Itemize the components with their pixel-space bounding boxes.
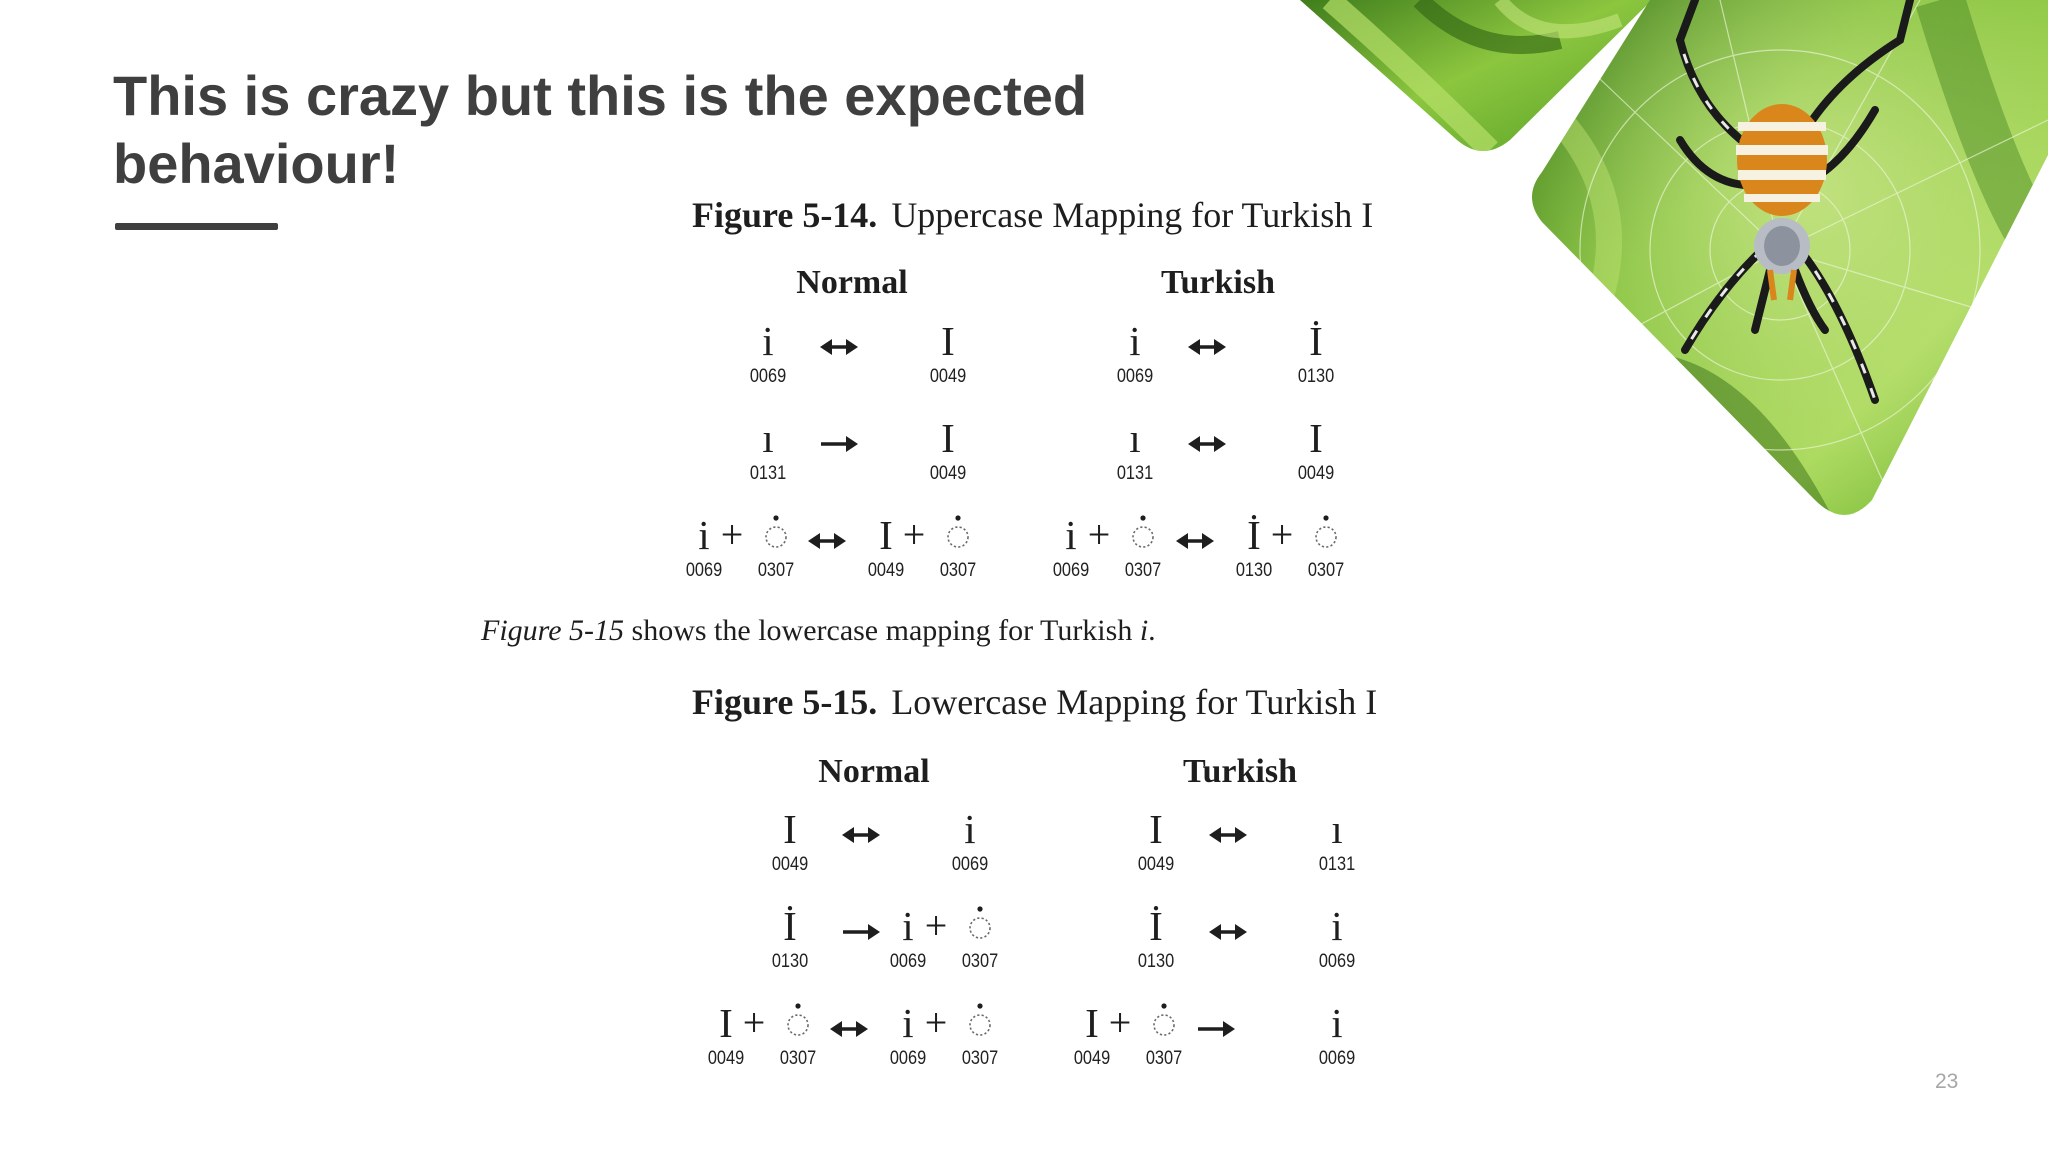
mapping-source-code: 0131: [749, 463, 787, 484]
combining-dot-above-icon: [965, 905, 995, 941]
mapping-source-base-glyph: i: [698, 512, 710, 558]
mapping-target-plus: +: [1270, 512, 1294, 557]
figure-5-14-caption: [692, 193, 1432, 237]
mapping-source-code: 0069: [1116, 366, 1154, 387]
mapping-source-glyph: i: [762, 318, 774, 364]
figure-reference: Figure 5-15: [481, 614, 625, 647]
double-headed-arrow-icon: [818, 332, 860, 362]
mapping-target-plus: +: [902, 512, 926, 557]
mapping-source-mark-code: 0307: [1124, 560, 1162, 581]
mapping-source-glyph: I: [783, 806, 797, 852]
mapping-source-glyph: i: [1129, 318, 1141, 364]
mapping-source-base-code: 0069: [685, 560, 723, 581]
mapping-target-code: 0049: [929, 463, 967, 484]
spider-photo-decoration: [1300, 0, 2048, 560]
mapping-target-base-glyph: i: [902, 903, 914, 949]
slide-title: [113, 62, 1213, 198]
slide-title-line-2: behaviour!: [113, 132, 400, 195]
combining-dot-above-icon: [943, 514, 973, 550]
mapping-source-mark-code: 0307: [1145, 1048, 1183, 1069]
mapping-source-code: 0131: [1116, 463, 1154, 484]
slide-title-line-1: This is crazy but this is the expected: [113, 64, 1088, 127]
double-headed-arrow-icon: [1186, 429, 1228, 459]
right-arrow-icon: [840, 917, 882, 947]
combining-dot-above-icon: [965, 1002, 995, 1038]
double-headed-arrow-icon: [840, 820, 882, 850]
page-number: 23: [1935, 1070, 1959, 1093]
mapping-target-code: 0049: [1297, 463, 1335, 484]
mapping-target-glyph: i: [1331, 903, 1343, 949]
mapping-target-glyph: i: [1331, 1000, 1343, 1046]
mapping-source-code: 0049: [771, 854, 809, 875]
combining-dot-above-icon: [783, 1002, 813, 1038]
mapping-source-code: 0130: [1137, 951, 1175, 972]
mapping-target-base-code: 0130: [1235, 560, 1273, 581]
column-heading-normal: Normal: [818, 753, 930, 790]
mapping-source-code: 0069: [749, 366, 787, 387]
mapping-target-code: 0131: [1318, 854, 1356, 875]
mapping-target-base-code: 0069: [889, 1048, 927, 1069]
mapping-source-plus: +: [1087, 512, 1111, 557]
mapping-source-base-code: 0049: [1073, 1048, 1111, 1069]
title-underline: [115, 223, 278, 230]
mapping-target-glyph: I: [941, 318, 955, 364]
mapping-source-base-glyph: i: [1065, 512, 1077, 558]
mapping-target-mark-code: 0307: [961, 1048, 999, 1069]
combining-dot-above-icon: [1149, 1002, 1179, 1038]
mapping-target-plus: +: [924, 1000, 948, 1045]
mapping-target-glyph: I: [941, 415, 955, 461]
figure-5-15-caption: [692, 680, 1432, 724]
mapping-source-base-glyph: I: [1085, 1000, 1099, 1046]
mapping-source-plus: +: [720, 512, 744, 557]
mapping-target-plus: +: [924, 903, 948, 948]
mapping-target-glyph: i: [964, 806, 976, 852]
mapping-source-glyph: ı: [762, 415, 774, 461]
mapping-target-mark-code: 0307: [1307, 560, 1345, 581]
mapping-target-code: 0069: [1318, 951, 1356, 972]
mapping-target-code: 0130: [1297, 366, 1335, 387]
mapping-target-base-code: 0049: [867, 560, 905, 581]
mapping-source-glyph: İ: [783, 903, 797, 949]
double-headed-arrow-icon: [828, 1014, 870, 1044]
mapping-target-glyph: I: [1309, 415, 1323, 461]
right-arrow-icon: [1195, 1014, 1237, 1044]
spider-photo-diamond: [1520, 0, 2048, 560]
combining-dot-above-icon: [1128, 514, 1158, 550]
mapping-source-mark-code: 0307: [779, 1048, 817, 1069]
mapping-target-code: 0049: [929, 366, 967, 387]
body-paragraph-text: shows the lowercase mapping for Turkish: [624, 614, 1140, 647]
mapping-source-code: 0049: [1137, 854, 1175, 875]
double-headed-arrow-icon: [1174, 526, 1216, 556]
double-headed-arrow-icon: [1186, 332, 1228, 362]
mapping-target-code: 0069: [951, 854, 989, 875]
mapping-target-base-code: 0069: [889, 951, 927, 972]
mapping-target-glyph: İ: [1309, 318, 1323, 364]
column-heading-turkish: Turkish: [1182, 753, 1298, 790]
combining-dot-above-icon: [1311, 514, 1341, 550]
mapping-target-mark-code: 0307: [939, 560, 977, 581]
combining-dot-above-icon: [761, 514, 791, 550]
mapping-source-code: 0130: [771, 951, 809, 972]
mapping-source-plus: +: [742, 1000, 766, 1045]
double-headed-arrow-icon: [806, 526, 848, 556]
column-heading-normal: Normal: [796, 264, 908, 301]
mapping-source-base-code: 0049: [707, 1048, 745, 1069]
mapping-source-glyph: İ: [1149, 903, 1163, 949]
mapping-source-glyph: ı: [1129, 415, 1141, 461]
figure-5-15-number: Figure 5-15.: [692, 682, 878, 722]
mapping-target-mark-code: 0307: [961, 951, 999, 972]
figure-5-14-title: Uppercase Mapping for Turkish I: [891, 195, 1374, 235]
body-paragraph: [481, 611, 1381, 651]
column-heading-turkish: Turkish: [1160, 264, 1276, 301]
figure-5-15-title: Lowercase Mapping for Turkish I: [891, 682, 1378, 722]
mapping-source-glyph: I: [1149, 806, 1163, 852]
double-headed-arrow-icon: [1207, 820, 1249, 850]
mapping-source-base-glyph: I: [719, 1000, 733, 1046]
turkish-i-var: i: [1139, 614, 1149, 647]
mapping-target-code: 0069: [1318, 1048, 1356, 1069]
mapping-source-base-code: 0069: [1052, 560, 1090, 581]
mapping-target-glyph: ı: [1331, 806, 1343, 852]
mapping-target-base-glyph: İ: [1247, 512, 1261, 558]
mapping-source-mark-code: 0307: [757, 560, 795, 581]
mapping-target-base-glyph: I: [879, 512, 893, 558]
right-arrow-icon: [818, 429, 860, 459]
figure-5-14-number: Figure 5-14.: [692, 195, 878, 235]
mapping-source-plus: +: [1108, 1000, 1132, 1045]
body-paragraph-period: .: [1148, 614, 1156, 647]
mapping-target-base-glyph: i: [902, 1000, 914, 1046]
double-headed-arrow-icon: [1207, 917, 1249, 947]
